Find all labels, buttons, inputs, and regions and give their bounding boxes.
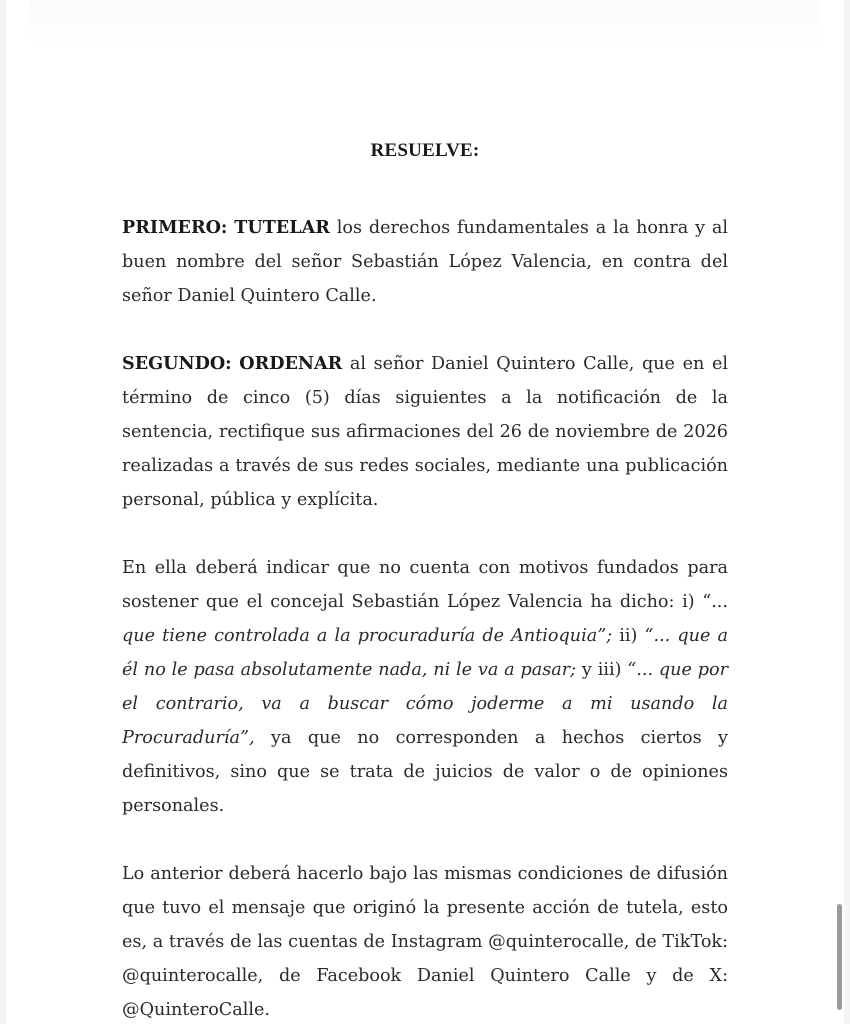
section-heading: RESUELVE: <box>370 140 480 161</box>
viewer-right-edge <box>844 0 850 1024</box>
document-page <box>122 128 728 1024</box>
paragraph-en-ella <box>122 551 728 823</box>
primero-verb: TUTELAR <box>234 217 330 238</box>
en-ella-intro: En ella deberá indicar que no cuenta con motivos fundados para sostener que el concejal Sebastián López Valencia ha dicho: i) “... <box>122 558 728 612</box>
en-ella-outro: ya que no corresponden a hechos ciertos y definitivos, sino que se trata de juicios de valor o de opiniones personales. <box>122 728 728 816</box>
vertical-scrollbar-thumb[interactable] <box>837 904 842 1010</box>
segundo-label: SEGUNDO: <box>122 353 232 374</box>
primero-label: PRIMERO: <box>122 217 228 238</box>
quote-3: “... que por el contrario, va a buscar cómo joderme a mi usando la Procuraduría”, <box>122 660 728 748</box>
segundo-text: al señor Daniel Quintero Calle, que en el término de cinco (5) días siguientes a la notificación de la sentencia, rectifique sus afirmaciones del 26 de noviembre de 2026 realizadas a través de sus redes sociales, mediante una publicación personal, pública y explícita. <box>122 354 729 510</box>
lo-anterior-text: Lo anterior deberá hacerlo bajo las mismas condiciones de difusión que tuvo el mensaje que originó la presente acción de tutela, esto es, a través de las cuentas de Instagram @quinterocalle, de TikTok: @quinterocalle, de Facebook Daniel Quintero Calle y de X: @QuinteroCalle. <box>122 864 728 1020</box>
primero-text: los derechos fundamentales a la honra y al buen nombre del señor Sebastián López Valencia, en contra del señor Daniel Quintero Calle. <box>122 218 729 306</box>
viewer-left-edge <box>0 0 6 1024</box>
en-ella-mid-1: ii) <box>612 626 645 646</box>
quote-2: “... que a él no le pasa absolutamente nada, ni le va a pasar; <box>122 626 728 680</box>
segundo-verb: ORDENAR <box>239 353 343 374</box>
paragraph-lo-anterior <box>122 857 728 1024</box>
en-ella-mid-2: y iii) <box>576 660 628 680</box>
previous-page-fade <box>30 0 820 50</box>
quote-1: que tiene controlada a la procuraduría de Antioquia”; <box>122 626 613 646</box>
paragraph-segundo <box>122 347 728 517</box>
paragraph-primero <box>122 211 728 313</box>
